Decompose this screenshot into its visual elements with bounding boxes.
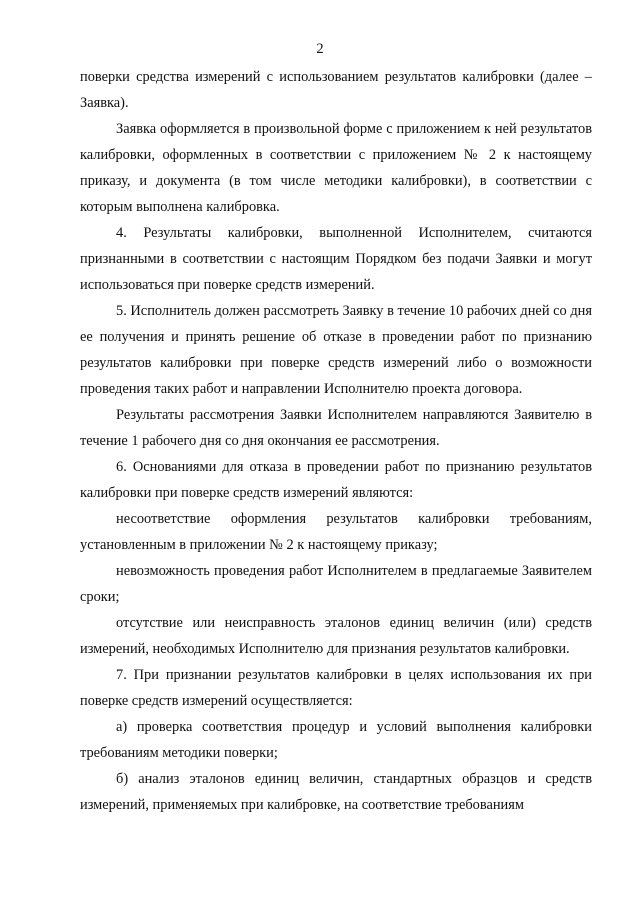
page-number: 2: [316, 41, 324, 57]
paragraph-11: а) проверка соответствия процедур и условий выполнения калибровки требованиям методики поверки;: [80, 719, 592, 761]
paragraph-2: Заявка оформляется в произвольной форме с приложением к ней результатов калибровки, оформленных в соответствии с приложением № 2 к настоящему приказу, и документа (в том числе методики калибровки), в соответствии с которым выполнена калибровка.: [80, 121, 592, 215]
paragraph-3: 4. Результаты калибровки, выполненной Исполнителем, считаются признанными в соответствии с настоящим Порядком без подачи Заявки и могут использоваться при поверке средств измерений.: [80, 225, 592, 293]
document-body: [80, 64, 592, 818]
paragraph-1: поверки средства измерений с использованием результатов калибровки (далее – Заявка).: [80, 69, 592, 111]
paragraph-8: невозможность проведения работ Исполнителем в предлагаемые Заявителем сроки;: [80, 563, 592, 605]
paragraph-9: отсутствие или неисправность эталонов единиц величин (или) средств измерений, необходимых Исполнителю для признания результатов калибровки.: [80, 615, 592, 657]
paragraph-6: 6. Основаниями для отказа в проведении работ по признанию результатов калибровки при поверке средств измерений являются:: [80, 459, 592, 501]
paragraph-7: несоответствие оформления результатов калибровки требованиям, установленным в приложении № 2 к настоящему приказу;: [80, 511, 592, 553]
paragraph-10: 7. При признании результатов калибровки в целях использования их при поверке средств измерений осуществляется:: [80, 667, 592, 709]
paragraph-12: б) анализ эталонов единиц величин, стандартных образцов и средств измерений, применяемых при калибровке, на соответствие требованиям: [80, 771, 592, 813]
paragraph-4: 5. Исполнитель должен рассмотреть Заявку в течение 10 рабочих дней со дня ее получения и принять решение об отказе в проведении работ по признанию результатов калибровки при поверке средств измерений либо о возможности проведения таких работ и направлении Исполнителю проекта договора.: [80, 303, 592, 397]
paragraph-5: Результаты рассмотрения Заявки Исполнителем направляются Заявителю в течение 1 рабочего дня со дня окончания ее рассмотрения.: [80, 407, 592, 449]
